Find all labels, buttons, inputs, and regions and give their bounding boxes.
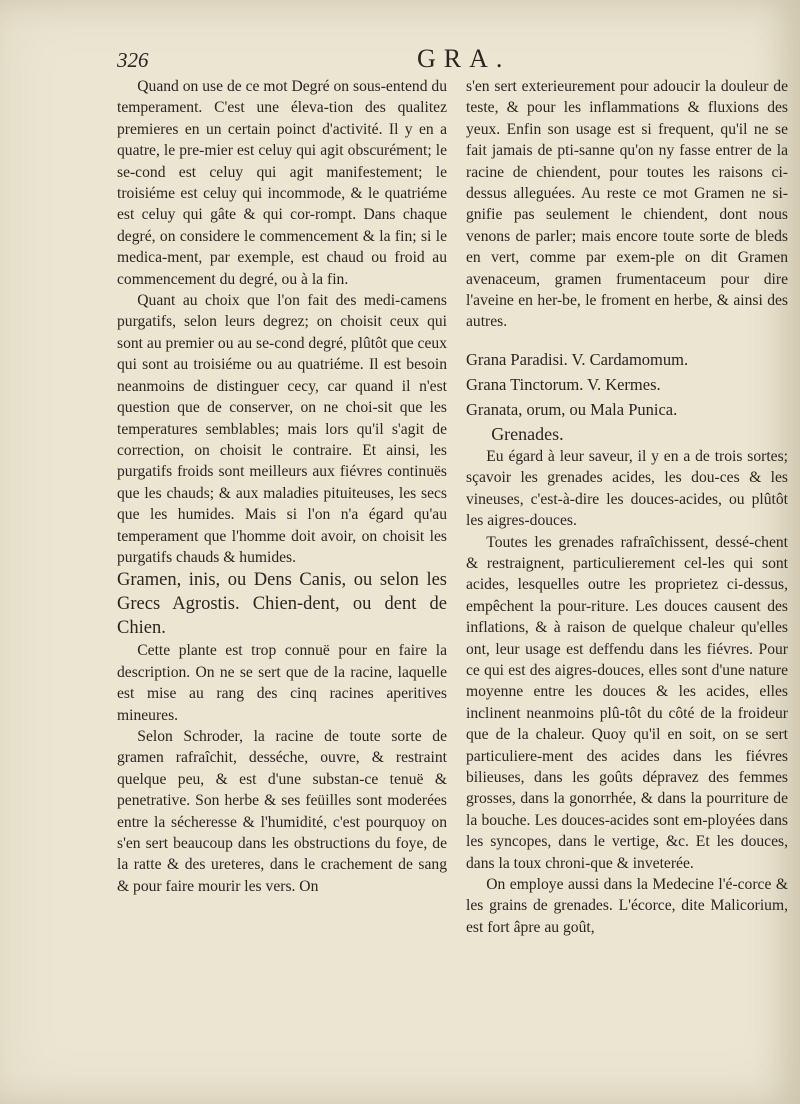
entry-grana-paradisi: Grana Paradisi. V. Cardamomum.: [466, 349, 689, 369]
entry-granata-french-name: Grenades.: [491, 423, 564, 444]
left-column: [117, 76, 447, 897]
entry-granata: Granata, orum, ou Mala Punica.: [466, 399, 678, 419]
paragraph-gramen-schroder: Selon Schroder, la racine de toute sorte de gramen rafraîchit, desséche, ouvre, & restraint quelque peu, & est d'une substan-ce tenuë & penetrative. Son herbe & ses feüilles sont moderées entre la sécheresse & l'humidité, c'est pourquoy on s'en sert beaucoup dans les obstructions du foye, de la ratte & des ureteres, dans le crachement de sang & pour faire mourir les vers. On: [117, 727, 447, 895]
paragraph-grenades-proprietes: Toutes les grenades rafraîchissent, dessé-chent & restraignent, particulierement cel-les qui sont acides, lesquelles outre les proprietez ci-dessus, empêchent la pour-riture. Les douces causent des inflations, & à raison de quelque chaleur qu'elles ont, leur usage est deffendu dans les fiévres. Pour ce qui est des aigres-douces, elles sont d'une nature moyenne entre les douces & les acides, elles inclinent neanmoins plû-tôt du côté de la froideur que de la chaleur. Quoy qu'il en soit, on se sert particuliere-ment des acides dans les fiévres bilieuses, dans les goûts dépravez des femmes grosses, dans la gonorrhée, & dans la pourriture de la bouche. Les douces-acides sont em-ployées dans les syncopes, dans le vertige, &c. Et les douces, dans la toux chroni-que & inveterée.: [466, 533, 788, 872]
paragraph-grenades-ecorce: On employe aussi dans la Medecine l'é-corce & les grains de grenades. L'écorce, dite Malicorium, est fort âpre au goût,: [466, 876, 788, 936]
running-head: GRA.: [417, 44, 511, 73]
entry-grana-tinctorum: Grana Tinctorum. V. Kermes.: [466, 374, 661, 394]
entry-heading-gramen: Gramen, inis, ou Dens Canis, ou selon les Grecs Agrostis. Chien-dent, ou dent de Chien.: [117, 570, 447, 639]
entry-list: [466, 347, 788, 446]
paragraph-grenades-saveur: Eu égard à leur saveur, il y en a de trois sortes; sçavoir les grenades acides, les dou-ces & les vineuses, c'est-à-dire les douces-acides, ou plûtôt les aigres-douces.: [466, 447, 788, 530]
paragraph-purgatifs: Quant au choix que l'on fait des medi-camens purgatifs, selon leurs degrez; on choisit ceux qui sont au premier ou au se-cond degré, plûtôt que ceux qui sont au troisiéme ou au quatriéme. Il est besoin neanmoins de distinguer cecy, car quand il n'est question que de conserver, on ne choi-sit que les temperatures semblables; mais lors qu'il s'agit de correction, on choisit le contraire. Et ainsi, les purgatifs froids sont meilleurs aux fiévres continuës que les chauds; & aux maladies pituiteuses, les secs que les humides. Mais si l'on n'a égard qu'au temperament que l'homme doit avoir, on choisit les purgatifs chauds & humides.: [117, 292, 447, 566]
page-number: 326: [117, 48, 149, 72]
paragraph-gramen-description: Cette plante est trop connuë pour en faire la description. On ne se sert que de la racine, laquelle est mise au rang des cinq racines aperitives mineures.: [117, 642, 447, 724]
paragraph-degre: Quand on use de ce mot Degré on sous-entend du temperament. C'est une éleva-tion des qualitez premieres en un certain poinct d'activité. Il y en a quatre, le pre-mier est celuy qui agit obscurément; le se-cond est celuy qui agit manifestement; le troisiéme est celuy qui incommode, & le quatriéme est celuy qui gâte & qui cor-rompt. Dans chaque degré, on considere le commencement & la fin; si le medica-ment, par exemple, est chaud ou froid au commencement du degré, ou à la fin.: [117, 78, 447, 288]
right-column: [466, 76, 788, 938]
paragraph-gramen-continued: s'en sert exterieurement pour adoucir la douleur de teste, & pour les inflammations & fluxions des yeux. Enfin son usage est si frequent, qu'il ne se fait jamais de pti-sanne qu'on ny fasse entrer de la racine de chiendent, pour toutes les raisons ci-dessus alleguées. Au reste ce mot Gramen ne si-gnifie pas seulement le chiendent, dont nous venons de parler; mais encore toute sorte de bleds en vert, comme par exem-ple on dit Gramen avenaceum, gramen frumentaceum pour dire l'aveine en her-be, le froment en herbe, & ainsi des autres.: [466, 78, 788, 331]
